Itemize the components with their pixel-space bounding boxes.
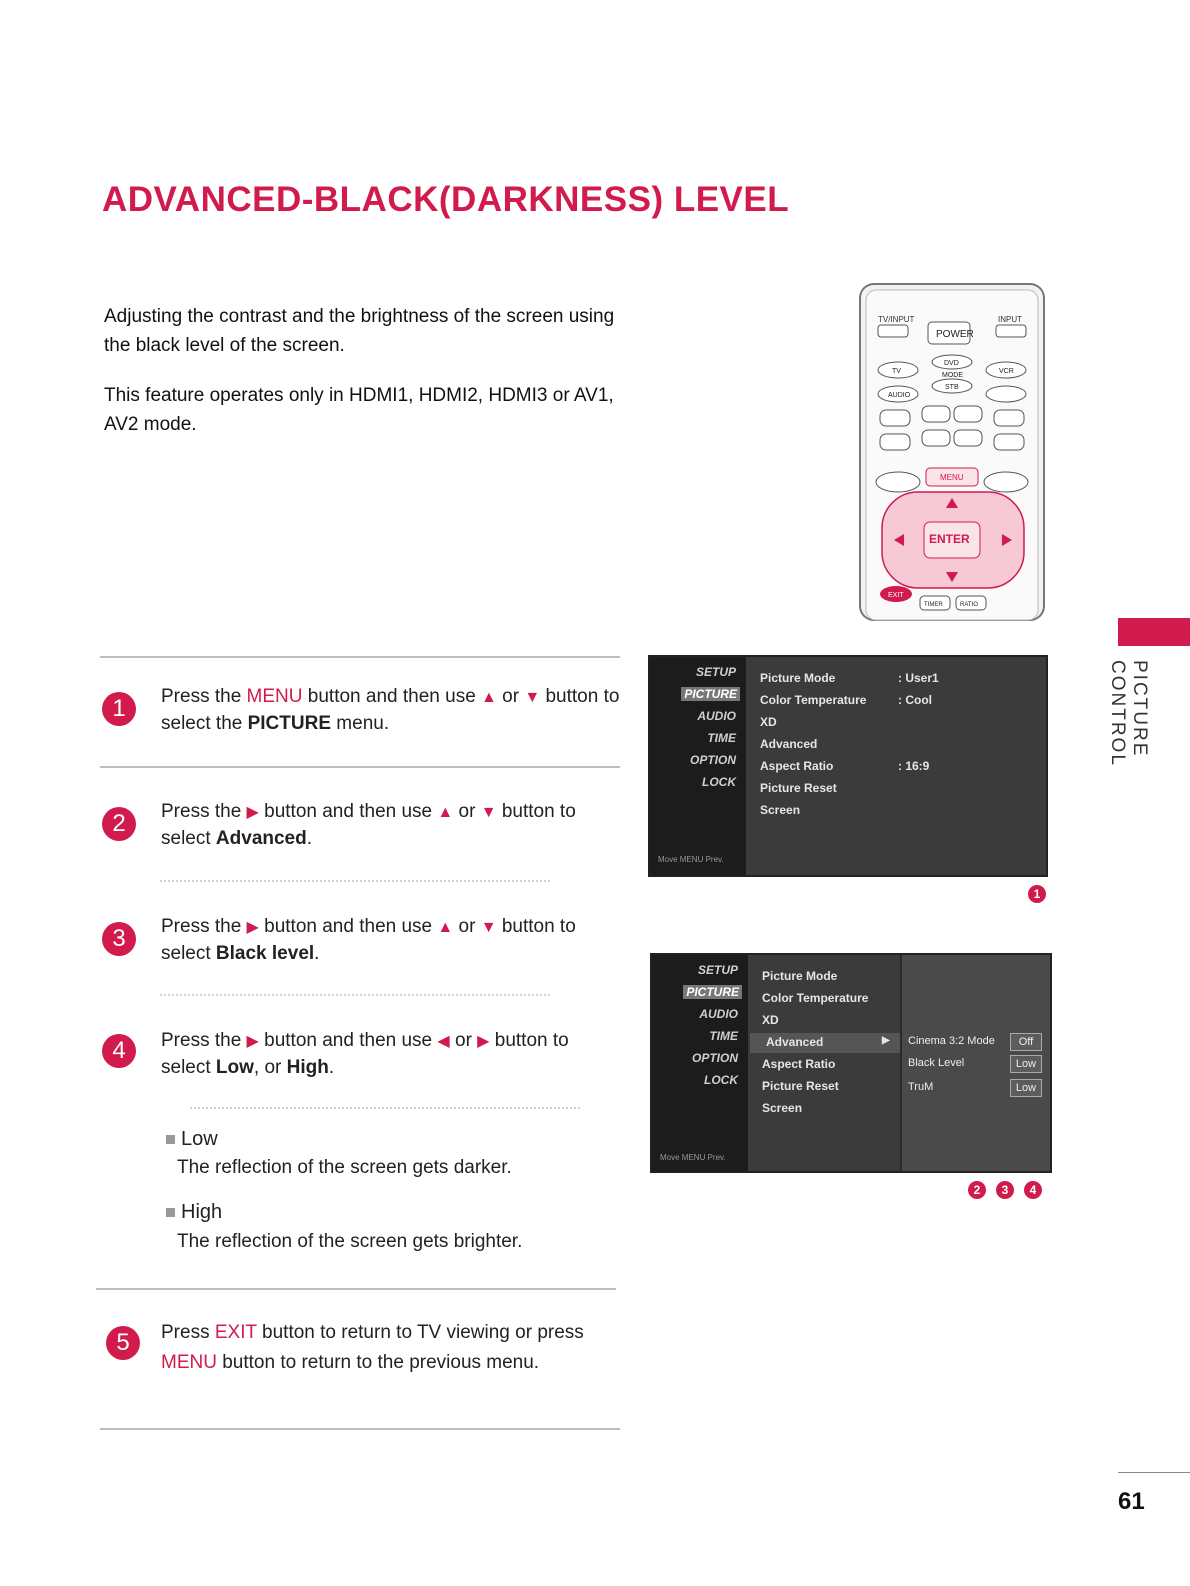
step-1-text: Press the MENU button and then use ▲ or ▼ button to select the PICTURE menu. [161, 686, 620, 734]
svg-text:AUDIO: AUDIO [888, 392, 911, 399]
step-number: 4 [102, 1034, 136, 1068]
step-number: 2 [102, 807, 136, 841]
step-5-text: Press EXIT button to return to TV viewing or press MENU button to return to the previous menu. [161, 1322, 584, 1373]
bullet-high-desc: The reflection of the screen gets brighter. [177, 1231, 523, 1252]
dotted-divider [160, 994, 550, 996]
divider [100, 1428, 620, 1430]
svg-text:DVD: DVD [944, 360, 959, 367]
step-2-text: Press the ▶ button and then use ▲ or ▼ button to select Advanced. [161, 801, 576, 849]
step-4-text: Press the ▶ button and then use ◀ or ▶ button to select Low, or High. [161, 1030, 569, 1078]
bullet-low-title: Low [166, 1128, 218, 1151]
bullet-low-desc: The reflection of the screen gets darker. [177, 1157, 512, 1178]
chevron-right-icon: ▶ [882, 1035, 890, 1046]
page-title: ADVANCED-BLACK(DARKNESS) LEVEL [102, 180, 790, 219]
step-number: 3 [102, 922, 136, 956]
svg-text:TIMER: TIMER [924, 602, 943, 608]
step-badge: 4 [1024, 1181, 1042, 1199]
svg-text:MODE: MODE [942, 372, 963, 379]
osd-advanced-submenu: Cinema 3:2 Mode Off Black Level Low TruM Low [900, 955, 1050, 1171]
remote-enter-label: ENTER [929, 532, 970, 546]
step-3-text: Press the ▶ button and then use ▲ or ▼ button to select Black level. [161, 916, 576, 964]
osd-picture-menu: SETUP PICTURE AUDIO TIME OPTION LOCK Move MENU Prev. Picture Mode : User1 Color Temperature : Cool XD Advanced Aspect Ratio : 16:9 Picture Reset Screen [648, 655, 1048, 877]
osd-side-menu: SETUP PICTURE AUDIO TIME OPTION LOCK Move MENU Prev. [652, 955, 748, 1171]
step-number: 5 [106, 1326, 140, 1360]
page-number-rule [1118, 1472, 1190, 1473]
remote-tvinput-label: TV/INPUT [878, 315, 915, 324]
step-badge: 3 [996, 1181, 1014, 1199]
bullet-high-title: High [166, 1201, 222, 1224]
svg-text:EXIT: EXIT [888, 592, 904, 599]
svg-text:STB: STB [945, 384, 959, 391]
intro-paragraph-1: Adjusting the contrast and the brightness of the screen using the black level of the screen. [104, 306, 615, 356]
dotted-divider [190, 1107, 580, 1109]
section-tab [1118, 618, 1190, 646]
bullet-square-icon [166, 1135, 175, 1144]
osd-advanced-menu: SETUP PICTURE AUDIO TIME OPTION LOCK Move MENU Prev. Picture Mode Color Temperature XD Advanced ▶ Aspect Ratio Picture Reset Screen Cinema 3:2 Mode Off Black Level Low TruM Low [650, 953, 1052, 1173]
svg-text:VCR: VCR [999, 368, 1014, 375]
dotted-divider [160, 880, 550, 882]
osd-side-menu: SETUP PICTURE AUDIO TIME OPTION LOCK Move MENU Prev. [650, 657, 746, 875]
step-badge: 2 [968, 1181, 986, 1199]
remote-power-label: POWER [936, 329, 974, 340]
page-number: 61 [1118, 1488, 1145, 1515]
remote-control-illustration [858, 282, 1048, 622]
svg-text:RATIO: RATIO [960, 602, 978, 608]
divider [100, 766, 620, 768]
step-badge: 1 [1028, 885, 1046, 903]
section-label: PICTURE CONTROL [1107, 660, 1150, 767]
divider [96, 1288, 616, 1290]
divider [100, 656, 620, 658]
bullet-square-icon [166, 1208, 175, 1217]
intro-paragraph-2: This feature operates only in HDMI1, HDMI2, HDMI3 or AV1, AV2 mode. [104, 385, 614, 435]
remote-menu-label: MENU [940, 473, 964, 482]
svg-text:TV: TV [892, 368, 901, 375]
remote-control-icon [858, 282, 1048, 622]
step-number: 1 [102, 692, 136, 726]
remote-input-label: INPUT [998, 315, 1022, 324]
